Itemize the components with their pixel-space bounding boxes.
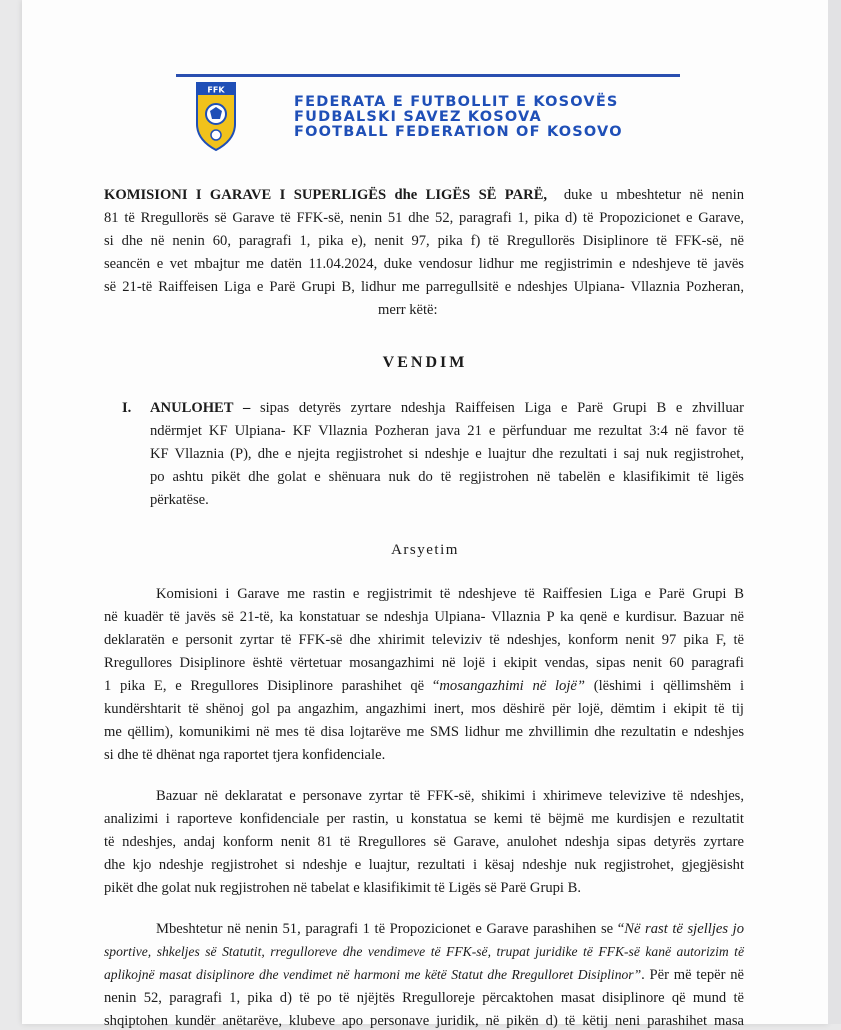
paragraph-line: analizimi i raporteve konfidenciale per rastin, u konstatua se kemi të bëjmë me kurdisjen e rezultatit (104, 811, 744, 827)
decision-line: po ashtu pikët dhe golat e shënuara nuk do të regjistrohen në tabelën e klasifikimit të ligës (150, 469, 744, 485)
paragraph-line: Rregullores Disiplinore është vërtetuar mosangazhimi në lojë i ekipit vendas, sipas nenit 60 paragrafi (104, 655, 744, 671)
paragraph-line: deklaratën e personit zyrtar të FFK-së dhe xhirimit televiziv të ndeshjes, konform nenit 97 pika F, të (104, 632, 744, 648)
paragraph-line: Bazuar në deklaratat e personave zyrtar të FFK-së, shikimi i xhirimeve televizive të ndeshjes, (156, 788, 744, 804)
intro-line (104, 186, 744, 204)
intro-line: së 21-të Raiffeisen Liga e Parë Grupi B, lidhur me parregullsitë e ndeshjes Ulpiana- Vllaznia Pozheran, (104, 279, 744, 295)
paragraph-line: në kuadër të javës së 21-të, ka konstatuar se ndeshja Ulpiana- Vllaznia P ka qenë e kurdisur. Bazuar në (104, 609, 744, 625)
decision-title: VENDIM (382, 354, 468, 371)
intro-text: duke u mbeshtetur në nenin (563, 187, 744, 203)
decision-verb: ANULOHET – (150, 400, 251, 416)
paragraph-line: kundërshtarit të shënoj gol pa angazhim, angazhimi inert, mos dëshirë për lojë, dëmtim i ekipit të tij (104, 701, 744, 717)
svg-text:FFK: FFK (207, 85, 225, 95)
quoted-rule: aplikojnë masat disiplinore dhe vendimet në harmoni me këtë Statut dhe Rregulloret Disiplinor” (104, 967, 642, 982)
federation-name-serbian: FUDBALSKI SAVEZ KOSOVA (294, 109, 542, 125)
paragraph-line: dhe kjo ndeshje regjistrohet si ndeshje e luajtur, rezultati i kësaj ndeshje nuk regjistrohet, gjegjësisht (104, 857, 744, 873)
intro-line: si dhe në nenin 60, paragrafi 1, pika e), nenit 97, pika f) të Rregullorës Disiplinore të FFK-së, në (104, 233, 744, 249)
quoted-term: mosangazhimi në lojë” (439, 678, 585, 694)
paragraph-line: Mbeshtetur në nenin 51, paragrafi 1 të Propozicionet e Garave parashihen se “Në rast të sjelljes jo (156, 921, 744, 937)
document-page (22, 0, 828, 1029)
decision-line: ndërmjet KF Ulpiana- KF Vllaznia Pozheran java 21 e përfunduar me rezultat 3:4 në favor të (150, 423, 744, 439)
header-rule (176, 74, 680, 77)
paragraph-line: me qëllim), komunikimi në mes të disa lojtarëve me SMS lidhur me zhvillimin dhe rezultatin e ndeshjes (104, 724, 744, 740)
paragraph-line: sportive, shkeljes së Statutit, rregulloreve dhe vendimeve të FFK-së, trupat juridike të FFK-së kanë autorizim të (104, 944, 744, 959)
paragraph-line: Komisioni i Garave me rastin e regjistrimit të ndeshjeve të Raiffesien Liga e Parë Grupi B (156, 586, 744, 602)
scrollbar-track[interactable] (828, 0, 841, 1024)
federation-name-english: FOOTBALL FEDERATION OF KOSOVO (294, 124, 623, 140)
intro-line: 81 të Rregullorës së Garave të FFK-së, nenin 51 dhe 52, paragrafi 1, pika d) të Propozicionet e Garave, (104, 210, 744, 226)
federation-name-albanian: FEDERATA E FUTBOLLIT E KOSOVËS (294, 94, 619, 110)
intro-line: merr këtë: (378, 302, 438, 318)
decision-line: KF Vllaznia (P), dhe e njejta regjistrohet si ndeshje e luajtur dhe rezultati i saj nuk regjistrohet, (150, 446, 744, 462)
paragraph-line: si dhe të dhënat nga raportet tjera konfidenciale. (104, 747, 386, 763)
decision-number: I. (122, 400, 132, 416)
paragraph-line: të ndeshjes, andaj konform nenit 81 të Rregullores së Garave, anulohet ndeshja sipas detyrës zyrtare (104, 834, 744, 850)
intro-line: seancën e vet mbajtur me datën 11.04.2024, duke vendosur lidhur me regjistrimin e ndeshjeve të javës (104, 256, 744, 272)
paragraph-line: nenin 52, paragrafi 1, pika d) të po të njëjtës Rregulloreje përcaktohen masat disiplinore që mund të (104, 990, 744, 1006)
paragraph-line: pikët dhe golat nuk regjistrohen në tabelat e klasifikimit të Ligës së Parë Grupi B. (104, 880, 582, 896)
paragraph-line: aplikojnë masat disiplinore dhe vendimet në harmoni me këtë Statut dhe Rregulloret Disiplinor”. Për më tepër në (104, 967, 744, 983)
ffk-logo-icon (194, 80, 238, 152)
paragraph-line: 1 pika E, e Rregullores Disiplinore parashihet që “mosangazhimi në lojë” (lëshimi i qëllimshëm i (104, 678, 744, 694)
decision-text: sipas detyrës zyrtare ndeshja Raiffeisen Liga e Parë Grupi B e zhvilluar (259, 400, 744, 416)
letterhead (176, 74, 696, 150)
decision-line (150, 399, 744, 417)
commission-name: KOMISIONI I GARAVE I SUPERLIGËS dhe LIGËS SË PARË, (104, 187, 548, 203)
decision-line: përkatëse. (150, 492, 209, 508)
paragraph-line: shqiptohen kundër anëtarëve, klubeve apo personave juridik, në pikën d) të këtij neni parashihet masa (104, 1013, 744, 1029)
quoted-rule: Në rast të sjelljes jo (624, 921, 744, 937)
reasoning-title: Arsyetim (391, 542, 459, 558)
